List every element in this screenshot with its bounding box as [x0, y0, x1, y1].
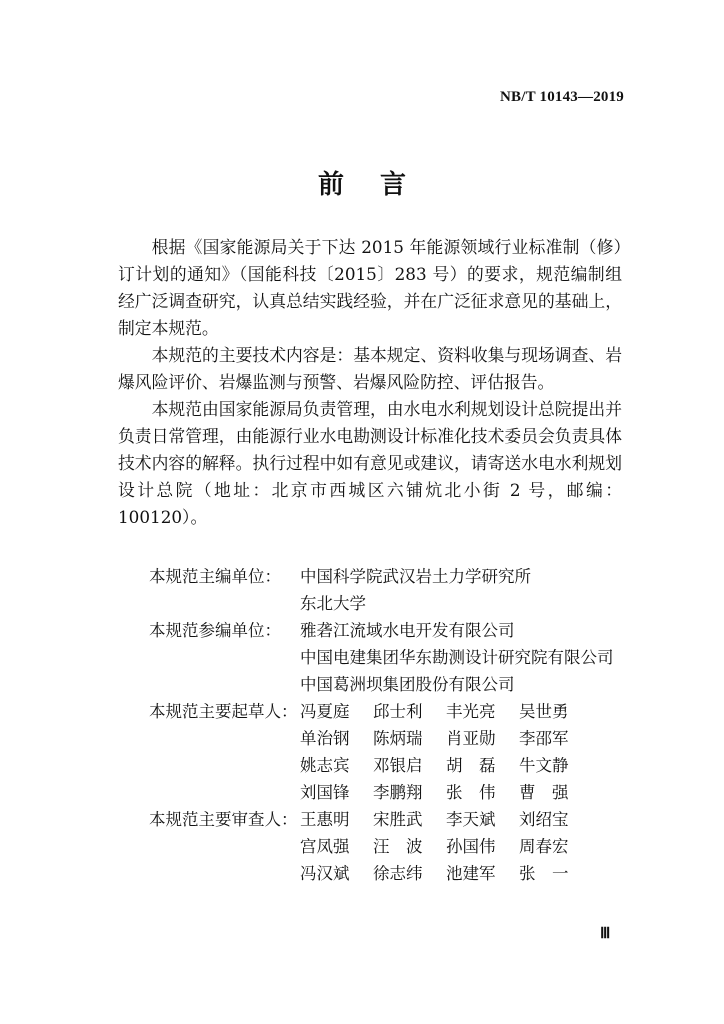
drafters-names	[300, 698, 630, 806]
name-row	[300, 725, 630, 752]
reviewers-names	[300, 806, 630, 887]
preface-body	[118, 234, 622, 531]
chief-editor-row	[149, 563, 630, 617]
person-name: 李鹏翔	[373, 783, 423, 802]
person-name: 刘绍宝	[519, 810, 569, 829]
person-name: 吴世勇	[519, 702, 569, 721]
chief-editor-units	[300, 563, 630, 617]
chief-editor-label: 本规范主编单位：	[149, 567, 281, 586]
unit-item: 中国电建集团华东勘测设计研究院有限公司	[300, 648, 614, 667]
person-name: 周春宏	[519, 837, 569, 856]
person-name: 肖亚勋	[446, 729, 496, 748]
person-name: 李天斌	[446, 810, 496, 829]
person-name: 姚志宾	[300, 756, 350, 775]
person-name: 冯汉斌	[300, 864, 350, 883]
name-row	[300, 698, 630, 725]
unit-item: 中国科学院武汉岩土力学研究所	[300, 567, 531, 586]
person-name: 徐志纬	[373, 864, 423, 883]
unit-item: 中国葛洲坝集团股份有限公司	[300, 675, 515, 694]
person-name: 孙国伟	[446, 837, 496, 856]
credits-list	[149, 563, 630, 887]
person-name: 李邵军	[519, 729, 569, 748]
person-name: 冯夏庭	[300, 702, 350, 721]
paragraph: 根据《国家能源局关于下达 2015 年能源领域行业标准制（修）订计划的通知》（国能科技〔2015〕283 号）的要求，规范编制组经广泛调查研究，认真总结实践经验，并在广泛征求意见的基础上，制定本规范。	[118, 237, 622, 338]
unit-item: 东北大学	[300, 594, 366, 613]
person-name: 丰光亮	[446, 702, 496, 721]
name-row	[300, 752, 630, 779]
person-name: 宋胜武	[373, 810, 423, 829]
person-name: 邱士利	[373, 702, 423, 721]
person-name: 陈炳瑞	[373, 729, 423, 748]
reviewers-row	[149, 806, 630, 887]
name-row	[300, 806, 630, 833]
person-name: 张 一	[519, 864, 569, 883]
paragraph: 本规范的主要技术内容是：基本规定、资料收集与现场调查、岩爆风险评价、岩爆监测与预警、岩爆风险防控、评估报告。	[118, 345, 622, 392]
participating-units	[300, 617, 630, 698]
person-name: 刘国锋	[300, 783, 350, 802]
person-name: 单治钢	[300, 729, 350, 748]
page-number: Ⅲ	[600, 926, 611, 942]
person-name: 汪 波	[373, 837, 423, 856]
unit-item: 雅砻江流域水电开发有限公司	[300, 621, 515, 640]
person-name: 王惠明	[300, 810, 350, 829]
person-name: 张 伟	[446, 783, 496, 802]
page-title: 前言	[317, 170, 442, 200]
paragraph: 本规范由国家能源局负责管理，由水电水利规划设计总院提出并负责日常管理，由能源行业水电勘测设计标准化技术委员会负责具体技术内容的解释。执行过程中如有意见或建议，请寄送水电水利规划设计总院（地址：北京市西城区六铺炕北小街 2 号，邮编：100120）。	[118, 399, 622, 527]
participating-row	[149, 617, 630, 698]
drafters-label: 本规范主要起草人：	[149, 702, 298, 721]
person-name: 牛文静	[519, 756, 569, 775]
name-row	[300, 860, 630, 887]
reviewers-label: 本规范主要审查人：	[149, 810, 298, 829]
person-name: 胡 磊	[446, 756, 496, 775]
participating-label: 本规范参编单位：	[149, 621, 281, 640]
standard-code: NB/T 10143—2019	[500, 89, 624, 105]
person-name: 曹 强	[519, 783, 569, 802]
person-name: 池建军	[446, 864, 496, 883]
person-name: 宫凤强	[300, 837, 350, 856]
person-name: 邓银启	[373, 756, 423, 775]
drafters-row	[149, 698, 630, 806]
name-row	[300, 779, 630, 806]
name-row	[300, 833, 630, 860]
